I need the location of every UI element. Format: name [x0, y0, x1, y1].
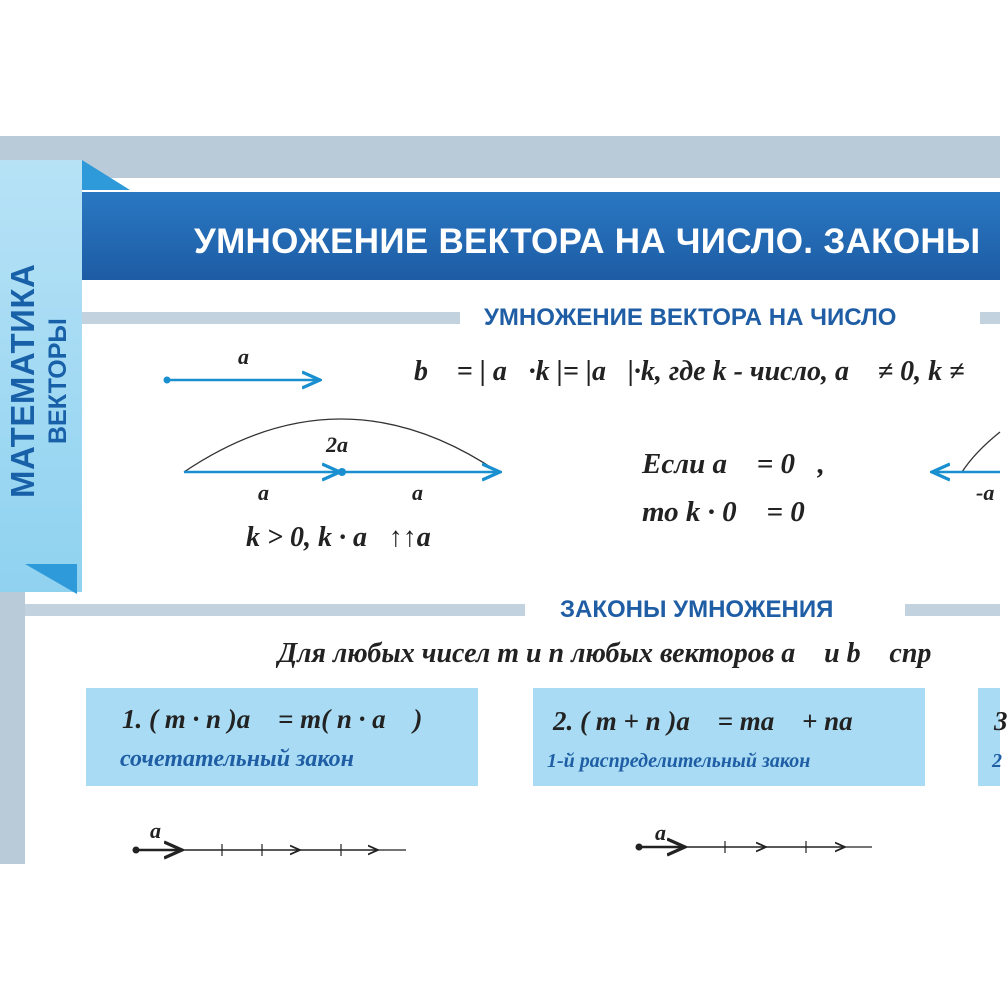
left-a-label: a⃗: [258, 480, 287, 505]
topic-label: ВЕКТОРЫ: [44, 318, 72, 444]
section1-title: УМНОЖЕНИЕ ВЕКТОРА НА ЧИСЛО: [484, 304, 897, 331]
law2-formula: 2. ( m + n )a⃗ = ma⃗ + na⃗: [553, 706, 874, 736]
vector-2a-arc: [184, 419, 498, 472]
law1-name: сочетательный закон: [120, 746, 354, 772]
vector-a: [164, 377, 321, 384]
poster: [0, 136, 1008, 864]
laws-intro: Для любых чисел m и n любых векторов a⃗ и b⃗ спр: [278, 638, 932, 669]
zero-vector-line2: то k · 0⃗ = 0⃗: [642, 496, 828, 528]
bottom-a-label-2: a: [655, 820, 666, 845]
vector-a-label: a⃗: [238, 344, 267, 369]
vector-2a-label: 2a⃗: [326, 432, 366, 457]
k-positive-condition: k > 0, k · a⃗↑↑a⃗: [246, 522, 453, 553]
page-title: УМНОЖЕНИЕ ВЕКТОРА НА ЧИСЛО. ЗАКОНЫ: [194, 222, 981, 261]
section2-title: ЗАКОНЫ УМНОЖЕНИЯ: [560, 596, 834, 623]
law1-formula: 1. ( m · n )a⃗ = m( n · a⃗ ): [122, 704, 423, 734]
law3-formula: 3: [994, 706, 1008, 736]
law2-name: 1-й распределительный закон: [547, 750, 811, 772]
number-line-2: [636, 841, 873, 853]
zero-vector-line1: Если a⃗ = 0⃗,: [642, 448, 825, 480]
vector-negative: [932, 432, 1000, 472]
negative-a-label: -a: [976, 480, 995, 505]
subject-label: МАТЕМАТИКА: [4, 263, 41, 498]
vector-diagrams: [0, 136, 1000, 864]
number-line-1: [133, 844, 407, 856]
law3-name: 2: [992, 750, 1002, 772]
vector-2a: [184, 468, 500, 476]
right-a-label: a⃗: [412, 480, 441, 505]
definition-formula: b⃗ = | a⃗·k |= |a⃗|·k, где k - число, a⃗ ≠ 0, k ≠: [414, 356, 965, 387]
bottom-a-label-1: a⃗: [150, 818, 179, 843]
